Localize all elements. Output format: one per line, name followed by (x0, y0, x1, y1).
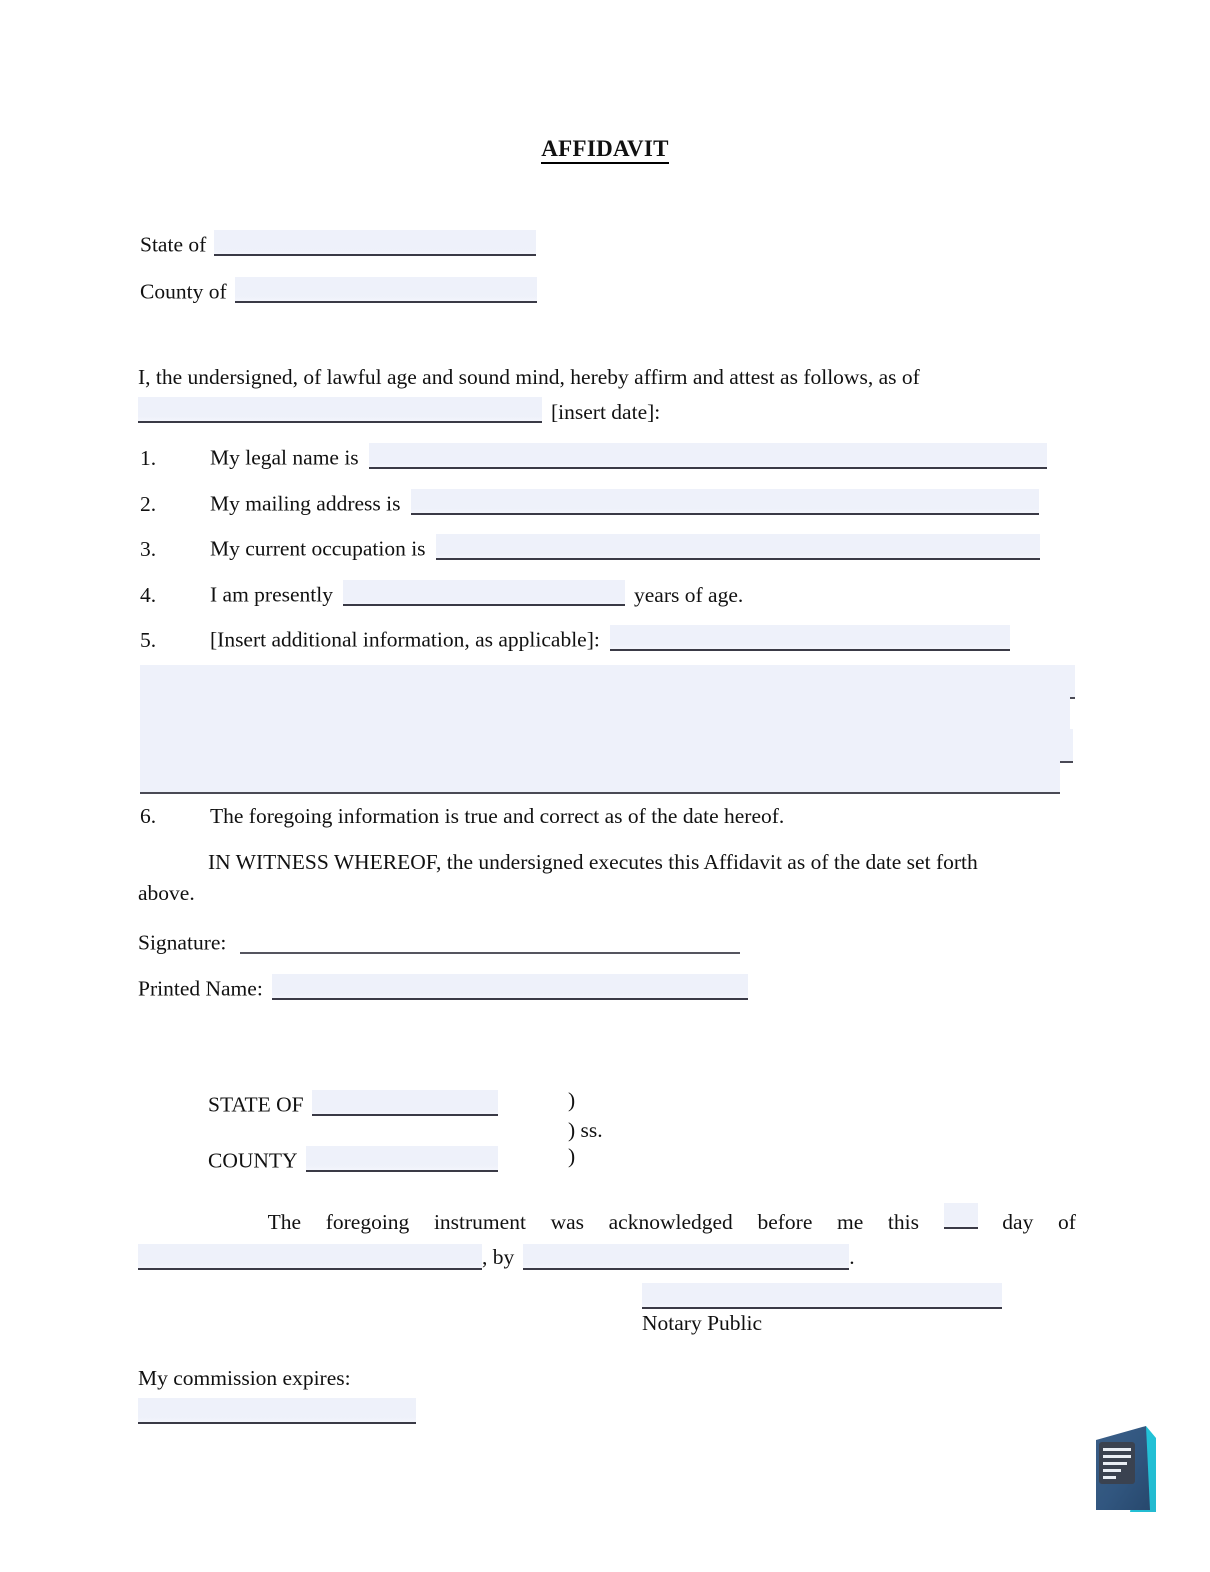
acknowledgment-line1 (138, 1203, 1076, 1235)
notary-county-label: COUNTY (208, 1148, 298, 1173)
notary-county-input[interactable] (306, 1146, 498, 1172)
ack-period: . (849, 1245, 855, 1269)
notary-county-row (208, 1146, 498, 1172)
notary-public-label: Notary Public (642, 1311, 763, 1335)
document-logo (1088, 1424, 1166, 1524)
intro-paragraph-line2 (138, 397, 660, 423)
printed-name-label: Printed Name: (138, 976, 263, 1001)
state-of-label: State of (140, 232, 207, 257)
item-6-number: 6. (140, 804, 157, 828)
page-title (0, 137, 1210, 160)
notary-paren-top: ) (568, 1088, 576, 1112)
ack-word-before: before (757, 1210, 813, 1234)
state-input[interactable] (214, 230, 536, 256)
notary-paren-bottom: ) (568, 1144, 576, 1168)
signature-row (138, 928, 740, 954)
ack-person-input[interactable] (523, 1244, 849, 1270)
additional-info-blank-line-3[interactable] (140, 729, 1073, 763)
item-3-label: My current occupation is (210, 536, 426, 561)
county-of-row (140, 277, 537, 303)
item-4-label: I am presently (210, 582, 333, 607)
item-1-label: My legal name is (210, 445, 359, 470)
commission-expires-input[interactable] (138, 1398, 416, 1424)
witness-clause-line1: IN WITNESS WHEREOF, the undersigned executes this Affidavit as of the date set forth (208, 850, 978, 874)
item-6-label: The foregoing information is true and correct as of the date hereof. (210, 804, 785, 828)
ack-day-input[interactable] (944, 1203, 978, 1229)
additional-info-input[interactable] (610, 625, 1010, 651)
ack-word-instrument: instrument (433, 1210, 526, 1234)
age-input[interactable] (343, 580, 625, 606)
notary-signature-row (642, 1283, 1002, 1309)
mailing-address-input[interactable] (411, 489, 1039, 515)
commission-expires-row (138, 1398, 416, 1424)
additional-info-blank-line-2[interactable] (140, 697, 1070, 731)
item-5-label: [Insert additional information, as applicable]: (210, 627, 600, 652)
acknowledgment-line2 (138, 1244, 1076, 1270)
state-of-row (140, 230, 536, 256)
ack-month-input[interactable] (138, 1244, 482, 1270)
ack-by-separator: , by (482, 1245, 515, 1269)
item-4-label-after: years of age. (634, 582, 744, 607)
occupation-input[interactable] (436, 534, 1040, 560)
list-item-3 (140, 534, 1040, 560)
witness-clause-line2: above. (138, 881, 195, 905)
document-logo-icon (1088, 1424, 1166, 1524)
ack-word-day: day (1002, 1210, 1034, 1234)
date-input[interactable] (138, 397, 542, 423)
item-5-number: 5. (140, 627, 157, 652)
item-1-number: 1. (140, 445, 157, 470)
ack-word-acknowledged: acknowledged (608, 1210, 733, 1234)
list-item-6 (140, 806, 784, 828)
list-item-1 (140, 443, 1047, 469)
ack-word-foregoing: foregoing (325, 1210, 410, 1234)
page-title-text: AFFIDAVIT (541, 136, 669, 164)
list-item-5 (140, 625, 1010, 651)
item-3-number: 3. (140, 536, 157, 561)
notary-state-input[interactable] (312, 1090, 498, 1116)
list-item-4 (140, 580, 743, 606)
ack-word-was: was (550, 1210, 584, 1234)
acknowledgment-paragraph (138, 1203, 1076, 1270)
legal-name-input[interactable] (369, 443, 1047, 469)
signature-input[interactable] (240, 928, 740, 954)
printed-name-row (138, 974, 748, 1000)
signature-label: Signature: (138, 930, 227, 955)
printed-name-input[interactable] (272, 974, 748, 1000)
additional-info-blank-line-4[interactable] (140, 760, 1060, 794)
notary-state-row (208, 1090, 498, 1116)
list-item-2 (140, 489, 1039, 515)
additional-info-blank-line-1[interactable] (140, 665, 1075, 699)
commission-expires-label: My commission expires: (138, 1366, 351, 1390)
item-2-number: 2. (140, 491, 157, 516)
ack-word-of: of (1057, 1210, 1076, 1234)
item-2-label: My mailing address is (210, 491, 401, 516)
notary-signature-input[interactable] (642, 1283, 1002, 1309)
item-4-number: 4. (140, 582, 157, 607)
ack-word-me: me (837, 1210, 864, 1234)
ack-word-the: The (267, 1210, 302, 1234)
notary-paren-ss: ) ss. (568, 1118, 603, 1142)
intro-paragraph-line1: I, the undersigned, of lawful age and sound mind, hereby affirm and attest as follows, as of (138, 365, 920, 389)
ack-word-this: this (887, 1210, 919, 1234)
notary-state-label: STATE OF (208, 1092, 304, 1117)
county-input[interactable] (235, 277, 537, 303)
county-of-label: County of (140, 279, 227, 304)
insert-date-hint: [insert date]: (551, 399, 661, 424)
